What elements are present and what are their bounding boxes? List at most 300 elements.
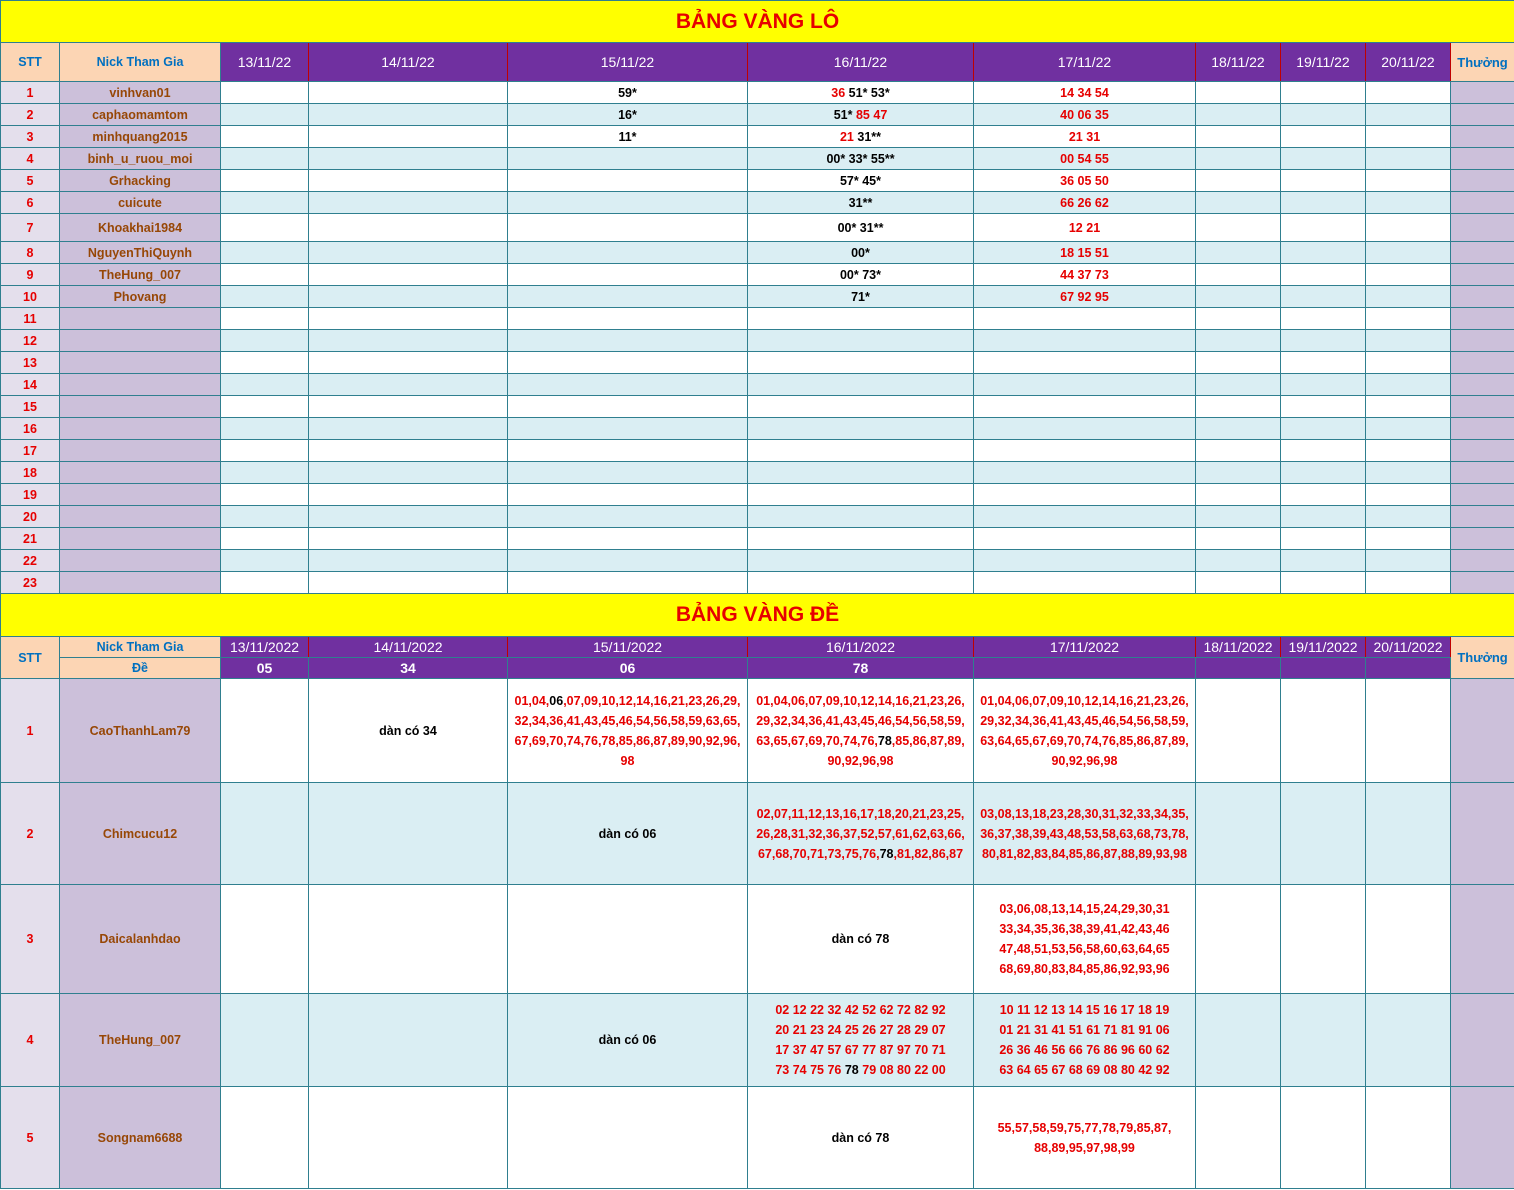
table-row <box>1 440 1514 462</box>
row-cell <box>221 104 309 126</box>
row-cell <box>1281 264 1366 286</box>
row-cell <box>1196 679 1281 783</box>
header-date: 13/11/22 <box>221 43 309 82</box>
row-thuong <box>1451 330 1514 352</box>
row-cell <box>1196 396 1281 418</box>
row-cell <box>1281 330 1366 352</box>
row-cell <box>1196 126 1281 148</box>
row-stt: 2 <box>1 783 60 885</box>
header-date: 16/11/2022 <box>748 637 974 658</box>
row-cell <box>1366 396 1451 418</box>
cell-line <box>748 844 973 864</box>
row-cell <box>309 418 508 440</box>
row-cell <box>1196 528 1281 550</box>
cell-number-text: 98 <box>620 753 635 768</box>
row-cell <box>309 148 508 170</box>
row-thuong <box>1451 572 1514 594</box>
table-row <box>1 286 1514 308</box>
row-thuong <box>1451 214 1514 242</box>
row-nick <box>60 572 221 594</box>
row-thuong <box>1451 994 1514 1087</box>
row-cell <box>1196 286 1281 308</box>
row-nick: Chimcucu12 <box>60 783 221 885</box>
cell-line <box>748 711 973 731</box>
row-cell <box>748 994 974 1087</box>
cell-line <box>974 899 1195 919</box>
row-cell <box>508 126 748 148</box>
row-cell <box>1366 462 1451 484</box>
row-cell <box>1366 994 1451 1087</box>
cell-number-text: 90,92,96,98 <box>1051 753 1118 768</box>
row-nick: cuicute <box>60 192 221 214</box>
row-cell <box>508 214 748 242</box>
row-cell <box>748 104 974 126</box>
row-thuong <box>1451 885 1514 994</box>
row-cell <box>1196 242 1281 264</box>
row-cell <box>221 572 309 594</box>
row-stt: 4 <box>1 148 60 170</box>
row-cell <box>1281 308 1366 330</box>
row-stt: 23 <box>1 572 60 594</box>
row-stt: 3 <box>1 126 60 148</box>
row-cell <box>221 783 309 885</box>
row-cell <box>1281 104 1366 126</box>
table-row <box>1 104 1514 126</box>
row-nick <box>60 374 221 396</box>
table-row <box>1 352 1514 374</box>
row-thuong <box>1451 286 1514 308</box>
row-nick <box>60 506 221 528</box>
row-cell <box>221 550 309 572</box>
row-cell <box>221 885 309 994</box>
row-cell <box>508 330 748 352</box>
row-stt: 10 <box>1 286 60 308</box>
row-stt: 5 <box>1 1087 60 1189</box>
row-cell <box>309 264 508 286</box>
row-cell <box>748 572 974 594</box>
cell-line <box>974 844 1195 864</box>
row-cell <box>508 286 748 308</box>
table-row <box>1 170 1514 192</box>
row-cell <box>1196 418 1281 440</box>
header-date: 18/11/22 <box>1196 43 1281 82</box>
row-thuong <box>1451 104 1514 126</box>
row-cell <box>748 1087 974 1189</box>
header-de-label: Đề <box>60 658 221 679</box>
row-cell <box>1196 550 1281 572</box>
row-cell <box>1281 242 1366 264</box>
row-cell <box>1196 82 1281 104</box>
row-cell <box>1196 885 1281 994</box>
row-cell <box>508 506 748 528</box>
row-cell <box>1281 994 1366 1087</box>
row-cell <box>974 214 1196 242</box>
row-cell <box>508 170 748 192</box>
cell-number-text: 31** <box>848 195 873 210</box>
cell-number-text: 01,04, <box>514 693 550 708</box>
row-stt: 8 <box>1 242 60 264</box>
cell-number-text: 10 11 12 13 14 15 16 17 18 19 <box>999 1003 1170 1017</box>
cell-line <box>974 824 1195 844</box>
row-cell <box>748 264 974 286</box>
cell-number-text: 33,34,35,36,38,39,41,42,43,46 <box>999 922 1170 936</box>
cell-line <box>974 804 1195 824</box>
row-cell <box>508 462 748 484</box>
row-cell <box>974 572 1196 594</box>
row-cell <box>221 418 309 440</box>
row-cell <box>1366 418 1451 440</box>
row-cell <box>748 170 974 192</box>
row-thuong <box>1451 82 1514 104</box>
cell-number-text: 73 74 75 76 <box>775 1063 845 1077</box>
table-row <box>1 572 1514 594</box>
row-cell <box>748 308 974 330</box>
cell-line <box>974 731 1195 751</box>
header-de-result <box>1281 658 1366 679</box>
de-title: BẢNG VÀNG ĐỀ <box>1 594 1514 637</box>
row-cell <box>1281 885 1366 994</box>
row-cell <box>1366 1087 1451 1189</box>
cell-number-text: 85 47 <box>855 107 888 122</box>
row-cell <box>508 440 748 462</box>
cell-number-text: 63,65,67,69,70,74,76, <box>756 733 878 748</box>
row-cell <box>1281 148 1366 170</box>
cell-number-text: 00* <box>851 245 870 260</box>
row-cell <box>221 264 309 286</box>
row-cell <box>1196 264 1281 286</box>
row-cell <box>1196 148 1281 170</box>
row-cell <box>309 214 508 242</box>
row-cell <box>309 352 508 374</box>
row-cell <box>309 462 508 484</box>
row-thuong <box>1451 550 1514 572</box>
cell-number-text: 18 15 51 <box>1060 245 1109 260</box>
header-de-result: 05 <box>221 658 309 679</box>
cell-number-text: ,85,86,87,89, <box>891 733 965 748</box>
cell-number-text: 36 <box>831 85 846 100</box>
header-stt: STT <box>1 637 60 679</box>
cell-number-text: 11* <box>618 129 637 144</box>
lo-table <box>0 0 1514 594</box>
table-row <box>1 148 1514 170</box>
cell-line <box>974 691 1195 711</box>
cell-number-text: 29,32,34,36,41,43,45,46,54,56,58,59, <box>756 713 965 728</box>
row-cell <box>221 440 309 462</box>
row-cell <box>974 1087 1196 1189</box>
row-cell <box>508 104 748 126</box>
row-cell <box>1366 550 1451 572</box>
table-row <box>1 126 1514 148</box>
row-cell <box>974 783 1196 885</box>
table-row <box>1 1087 1514 1189</box>
row-cell <box>1196 1087 1281 1189</box>
row-cell <box>974 462 1196 484</box>
row-cell <box>508 396 748 418</box>
cell-line <box>508 751 747 771</box>
cell-number-text: 36,37,38,39,43,48,53,58,63,68,73,78, <box>980 826 1189 841</box>
cell-number-text: 17 37 47 57 67 77 87 97 70 71 <box>775 1043 946 1057</box>
cell-line <box>309 721 507 741</box>
row-thuong <box>1451 242 1514 264</box>
row-nick: TheHung_007 <box>60 994 221 1087</box>
row-stt: 16 <box>1 418 60 440</box>
row-cell <box>1196 214 1281 242</box>
row-stt: 14 <box>1 374 60 396</box>
cell-line <box>974 1000 1195 1020</box>
row-cell <box>1196 374 1281 396</box>
cell-number-text: 31** <box>853 129 881 144</box>
row-cell <box>974 440 1196 462</box>
row-nick <box>60 352 221 374</box>
cell-line <box>748 1000 973 1020</box>
cell-number-text: 26,28,31,32,36,37,52,57,61,62,63,66, <box>756 826 965 841</box>
cell-line <box>748 1040 973 1060</box>
table-row <box>1 418 1514 440</box>
row-cell <box>974 506 1196 528</box>
row-cell <box>1281 192 1366 214</box>
row-cell <box>508 192 748 214</box>
cell-number-text: 00 54 55 <box>1060 151 1109 166</box>
row-stt: 3 <box>1 885 60 994</box>
header-thuong: Thưởng <box>1451 43 1514 82</box>
row-cell <box>1281 170 1366 192</box>
row-cell <box>508 418 748 440</box>
row-cell <box>1281 374 1366 396</box>
row-cell <box>309 528 508 550</box>
row-cell <box>221 308 309 330</box>
row-cell <box>1366 264 1451 286</box>
cell-number-text: 20 21 23 24 25 26 27 28 29 07 <box>775 1023 946 1037</box>
row-cell <box>1196 330 1281 352</box>
row-cell <box>309 783 508 885</box>
cell-number-text: dàn có 06 <box>598 826 657 841</box>
row-stt: 6 <box>1 192 60 214</box>
row-stt: 5 <box>1 170 60 192</box>
row-cell <box>508 148 748 170</box>
header-date: 20/11/2022 <box>1366 637 1451 658</box>
cell-line <box>508 824 747 844</box>
row-cell <box>1366 783 1451 885</box>
row-cell <box>974 396 1196 418</box>
row-cell <box>309 242 508 264</box>
cell-number-text: ,07,09,10,12,14,16,21,23,26,29, <box>563 693 741 708</box>
row-cell <box>974 286 1196 308</box>
table-row <box>1 528 1514 550</box>
header-de-result <box>974 658 1196 679</box>
cell-number-text: 67,69,70,74,76,78,85,86,87,89,90,92,96, <box>514 733 741 748</box>
row-cell <box>508 484 748 506</box>
cell-line <box>974 939 1195 959</box>
row-thuong <box>1451 484 1514 506</box>
cell-line <box>974 919 1195 939</box>
row-cell <box>748 330 974 352</box>
row-stt: 17 <box>1 440 60 462</box>
row-nick: NguyenThiQuynh <box>60 242 221 264</box>
row-cell <box>1281 440 1366 462</box>
row-cell <box>221 148 309 170</box>
row-cell <box>508 528 748 550</box>
header-de-result <box>1366 658 1451 679</box>
row-thuong <box>1451 148 1514 170</box>
cell-line <box>748 804 973 824</box>
row-thuong <box>1451 170 1514 192</box>
row-cell <box>221 506 309 528</box>
row-cell <box>1196 484 1281 506</box>
row-nick: binh_u_ruou_moi <box>60 148 221 170</box>
row-stt: 18 <box>1 462 60 484</box>
cell-number-text: 67 92 95 <box>1060 289 1109 304</box>
row-cell <box>221 374 309 396</box>
row-nick <box>60 440 221 462</box>
row-cell <box>309 82 508 104</box>
row-nick <box>60 330 221 352</box>
row-cell <box>1281 214 1366 242</box>
cell-line <box>974 711 1195 731</box>
row-cell <box>508 264 748 286</box>
row-cell <box>974 126 1196 148</box>
cell-number-text: 36 05 50 <box>1060 173 1109 188</box>
row-stt: 15 <box>1 396 60 418</box>
header-date: 14/11/2022 <box>309 637 508 658</box>
row-nick: Daicalanhdao <box>60 885 221 994</box>
row-cell <box>748 506 974 528</box>
row-cell <box>309 104 508 126</box>
row-cell <box>1366 572 1451 594</box>
row-cell <box>1281 126 1366 148</box>
row-nick <box>60 396 221 418</box>
row-cell <box>309 994 508 1087</box>
row-cell <box>1196 352 1281 374</box>
cell-number-text: 06 <box>549 693 564 708</box>
row-cell <box>309 440 508 462</box>
row-cell <box>1366 192 1451 214</box>
row-cell <box>748 484 974 506</box>
row-cell <box>221 484 309 506</box>
table-row <box>1 242 1514 264</box>
row-cell <box>1281 352 1366 374</box>
cell-number-text: 78 <box>879 846 894 861</box>
row-cell <box>974 484 1196 506</box>
cell-number-text: 21 <box>839 129 854 144</box>
table-row <box>1 330 1514 352</box>
cell-number-text: 80,81,82,83,84,85,86,87,88,89,93,98 <box>981 846 1188 861</box>
cell-line <box>748 1128 973 1148</box>
row-cell <box>508 82 748 104</box>
cell-number-text: dàn có 34 <box>379 723 437 738</box>
cell-number-text: 00* 33* 55** <box>826 151 895 166</box>
row-cell <box>748 783 974 885</box>
row-stt: 20 <box>1 506 60 528</box>
row-nick <box>60 484 221 506</box>
row-thuong <box>1451 352 1514 374</box>
cell-number-text: 78 <box>877 733 892 748</box>
row-cell <box>748 192 974 214</box>
row-cell <box>748 528 974 550</box>
header-date: 20/11/22 <box>1366 43 1451 82</box>
row-thuong <box>1451 264 1514 286</box>
row-cell <box>221 352 309 374</box>
row-cell <box>974 192 1196 214</box>
row-cell <box>1196 506 1281 528</box>
table-row <box>1 506 1514 528</box>
row-cell <box>1366 679 1451 783</box>
row-cell <box>508 572 748 594</box>
row-cell <box>221 462 309 484</box>
row-thuong <box>1451 462 1514 484</box>
row-cell <box>221 192 309 214</box>
row-cell <box>309 330 508 352</box>
row-cell <box>1196 462 1281 484</box>
row-cell <box>508 550 748 572</box>
table-row <box>1 82 1514 104</box>
row-cell <box>221 1087 309 1189</box>
table-row <box>1 885 1514 994</box>
cell-line <box>748 1060 973 1080</box>
row-nick <box>60 462 221 484</box>
header-nick: Nick Tham Gia <box>60 637 221 658</box>
row-cell <box>1196 994 1281 1087</box>
cell-number-text: 12 21 <box>1068 220 1101 235</box>
header-date: 18/11/2022 <box>1196 637 1281 658</box>
row-cell <box>508 242 748 264</box>
cell-number-text: 01,04,06,07,09,10,12,14,16,21,23,26, <box>980 693 1189 708</box>
cell-line <box>974 1138 1195 1158</box>
table-row <box>1 462 1514 484</box>
row-cell <box>748 418 974 440</box>
row-cell <box>1366 104 1451 126</box>
row-thuong <box>1451 126 1514 148</box>
row-cell <box>309 484 508 506</box>
cell-number-text: 02 12 22 32 42 52 62 72 82 92 <box>775 1003 946 1017</box>
row-nick <box>60 528 221 550</box>
header-stt: STT <box>1 43 60 82</box>
cell-number-text: 55,57,58,59,75,77,78,79,85,87, <box>997 1120 1172 1135</box>
table-row <box>1 374 1514 396</box>
cell-line <box>508 1030 747 1050</box>
cell-number-text: dàn có 06 <box>598 1033 657 1047</box>
table-row <box>1 264 1514 286</box>
row-cell <box>1281 528 1366 550</box>
row-cell <box>309 192 508 214</box>
row-cell <box>1366 148 1451 170</box>
cell-number-text: 68,69,80,83,84,85,86,92,93,96 <box>999 962 1170 976</box>
row-nick: Khoakhai1984 <box>60 214 221 242</box>
row-cell <box>1196 192 1281 214</box>
header-date: 19/11/2022 <box>1281 637 1366 658</box>
row-cell <box>1196 440 1281 462</box>
row-cell <box>309 308 508 330</box>
cell-number-text: 32,34,36,41,43,45,46,54,56,58,59,63,65, <box>514 713 741 728</box>
row-cell <box>508 994 748 1087</box>
row-cell <box>221 126 309 148</box>
row-cell <box>1366 242 1451 264</box>
row-cell <box>974 148 1196 170</box>
row-cell <box>1196 783 1281 885</box>
row-cell <box>508 885 748 994</box>
row-stt: 19 <box>1 484 60 506</box>
row-cell <box>1281 82 1366 104</box>
cell-number-text: 88,89,95,97,98,99 <box>1034 1140 1135 1155</box>
cell-line <box>748 929 973 949</box>
cell-line <box>974 1020 1195 1040</box>
row-cell <box>221 286 309 308</box>
row-cell <box>309 550 508 572</box>
row-thuong <box>1451 679 1514 783</box>
row-cell <box>508 783 748 885</box>
header-date: 16/11/22 <box>748 43 974 82</box>
row-thuong <box>1451 308 1514 330</box>
cell-line <box>974 751 1195 771</box>
